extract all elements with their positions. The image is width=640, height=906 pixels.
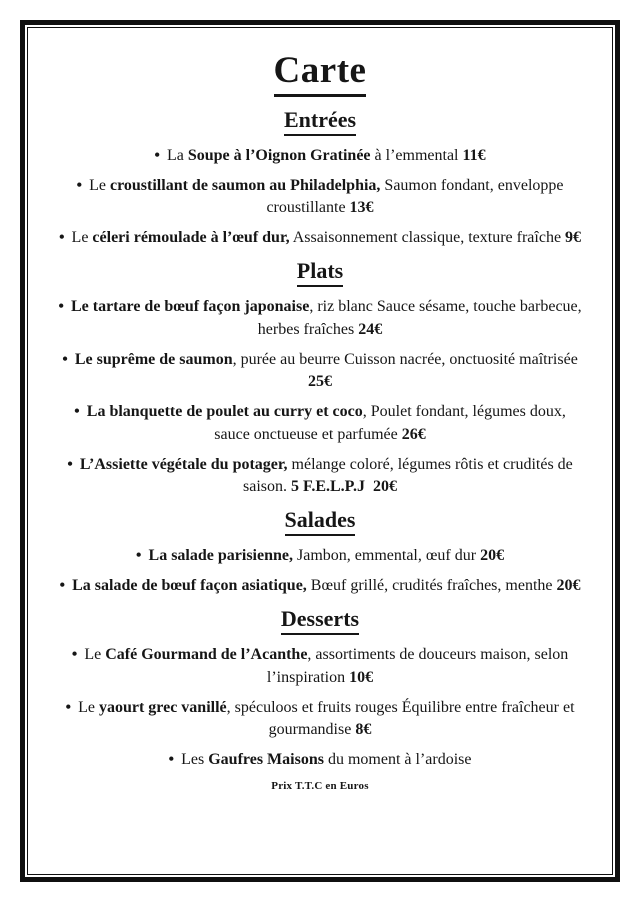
section-heading-row <box>54 107 586 136</box>
item-text: du moment à l’ardoise <box>323 751 472 769</box>
menu-items-plats <box>54 296 586 499</box>
item-text: à l’emmental <box>370 146 463 164</box>
section-heading-salades: Salades <box>285 507 356 536</box>
menu-section-desserts <box>54 606 586 772</box>
section-heading-row <box>54 507 586 536</box>
item-text: , spéculoos et fruits rouges Équilibre entre fraîcheur et gourmandise <box>226 698 575 739</box>
item-text: , purée au beurre Cuisson nacrée, onctuosité maîtrisée <box>232 350 578 368</box>
bullet-icon: • <box>59 577 66 595</box>
menu-item <box>56 575 584 598</box>
menu-section-entrees <box>54 107 586 250</box>
item-text: Les <box>181 751 209 769</box>
item-text: , assortiments de douceurs maison, selon l’inspiration <box>266 646 569 686</box>
menu-item <box>56 697 584 742</box>
menu-items-salades <box>54 545 586 597</box>
item-text: , Poulet fondant, légumes doux, sauce onctueuse et parfumée <box>214 403 566 443</box>
section-heading-desserts: Desserts <box>281 606 359 635</box>
menu-sections <box>54 107 586 772</box>
bullet-icon: • <box>67 455 73 473</box>
item-text: Le <box>71 229 93 247</box>
menu-item <box>56 227 584 250</box>
item-text-bold: yaourt grec vanillé <box>98 698 227 716</box>
menu-outer-border <box>20 20 620 882</box>
menu-title-row <box>54 50 586 97</box>
bullet-icon: • <box>65 698 72 716</box>
item-text-bold: La blanquette de poulet au curry et coco <box>86 403 363 421</box>
bullet-icon: • <box>74 403 80 421</box>
item-text: Assaisonnement classique, texture fraîche <box>289 229 566 247</box>
item-text-bold: Gaufres Maisons <box>208 751 324 769</box>
item-text-bold: 20€ <box>556 577 581 595</box>
item-text-bold: Soupe à l’Oignon Gratinée <box>187 146 371 164</box>
item-text-bold: Le tartare de bœuf façon japonaise <box>70 298 310 316</box>
item-text: Jambon, emmental, œuf dur <box>293 547 481 565</box>
menu-item <box>56 145 584 168</box>
item-text-bold: 11€ <box>462 146 486 164</box>
item-text-bold: 24€ <box>358 320 383 338</box>
menu-item <box>56 644 584 689</box>
menu-items-desserts <box>54 644 586 772</box>
section-heading-plats: Plats <box>297 258 343 287</box>
section-heading-row <box>54 606 586 635</box>
item-text-bold: 8€ <box>355 721 372 739</box>
item-text: Le <box>84 646 106 664</box>
item-text: Saumon fondant, enveloppe croustillante <box>266 176 564 217</box>
menu-item <box>56 296 584 341</box>
item-text-bold: 9€ <box>565 229 582 247</box>
item-text-bold: 20€ <box>480 547 505 565</box>
bullet-icon: • <box>58 298 64 316</box>
item-text-bold: 5 F.E.L.P.J 20€ <box>291 478 397 496</box>
item-text: , riz blanc Sauce sésame, touche barbecue, herbes fraîches <box>257 298 582 338</box>
item-text-bold: La salade parisienne, <box>148 547 293 565</box>
bullet-icon: • <box>62 350 68 368</box>
menu-section-salades <box>54 507 586 598</box>
menu-item <box>56 545 584 568</box>
section-heading-row <box>54 258 586 287</box>
item-text-bold: L’Assiette végétale du potager, <box>79 455 288 473</box>
section-heading-entrees: Entrées <box>284 107 356 136</box>
menu-inner-border <box>27 27 613 875</box>
bullet-icon: • <box>168 751 175 769</box>
bullet-icon: • <box>135 547 142 565</box>
menu-item <box>56 454 584 499</box>
item-text: Le <box>89 176 110 194</box>
menu-item <box>56 401 584 446</box>
item-text: La <box>166 146 188 164</box>
item-text-bold: 26€ <box>401 425 426 443</box>
item-text-bold: 25€ <box>308 373 332 391</box>
menu-item <box>56 175 584 220</box>
menu-section-plats <box>54 258 586 499</box>
menu-items-entrees <box>54 145 586 250</box>
item-text-bold: Le suprême de saumon <box>74 350 233 368</box>
item-text: Bœuf grillé, crudités fraîches, menthe <box>306 577 557 595</box>
item-text-bold: 13€ <box>349 199 374 217</box>
bullet-icon: • <box>71 646 78 664</box>
bullet-icon: • <box>154 146 160 164</box>
item-text-bold: 10€ <box>349 668 374 686</box>
item-text: mélange coloré, légumes rôtis et crudités de saison. <box>243 455 573 496</box>
item-text-bold: La salade de bœuf façon asiatique, <box>72 577 307 595</box>
item-text-bold: Café Gourmand de l’Acanthe <box>105 646 308 664</box>
item-text-bold: croustillant de saumon au Philadelphia, <box>109 176 381 194</box>
menu-item <box>56 349 584 394</box>
bullet-icon: • <box>76 176 83 194</box>
item-text: Le <box>78 698 99 716</box>
menu-title: Carte <box>274 50 367 97</box>
item-text-bold: céleri rémoulade à l’œuf dur, <box>92 229 290 247</box>
price-note: Prix T.T.C en Euros <box>271 779 369 792</box>
menu-item <box>56 749 584 772</box>
bullet-icon: • <box>58 229 65 247</box>
